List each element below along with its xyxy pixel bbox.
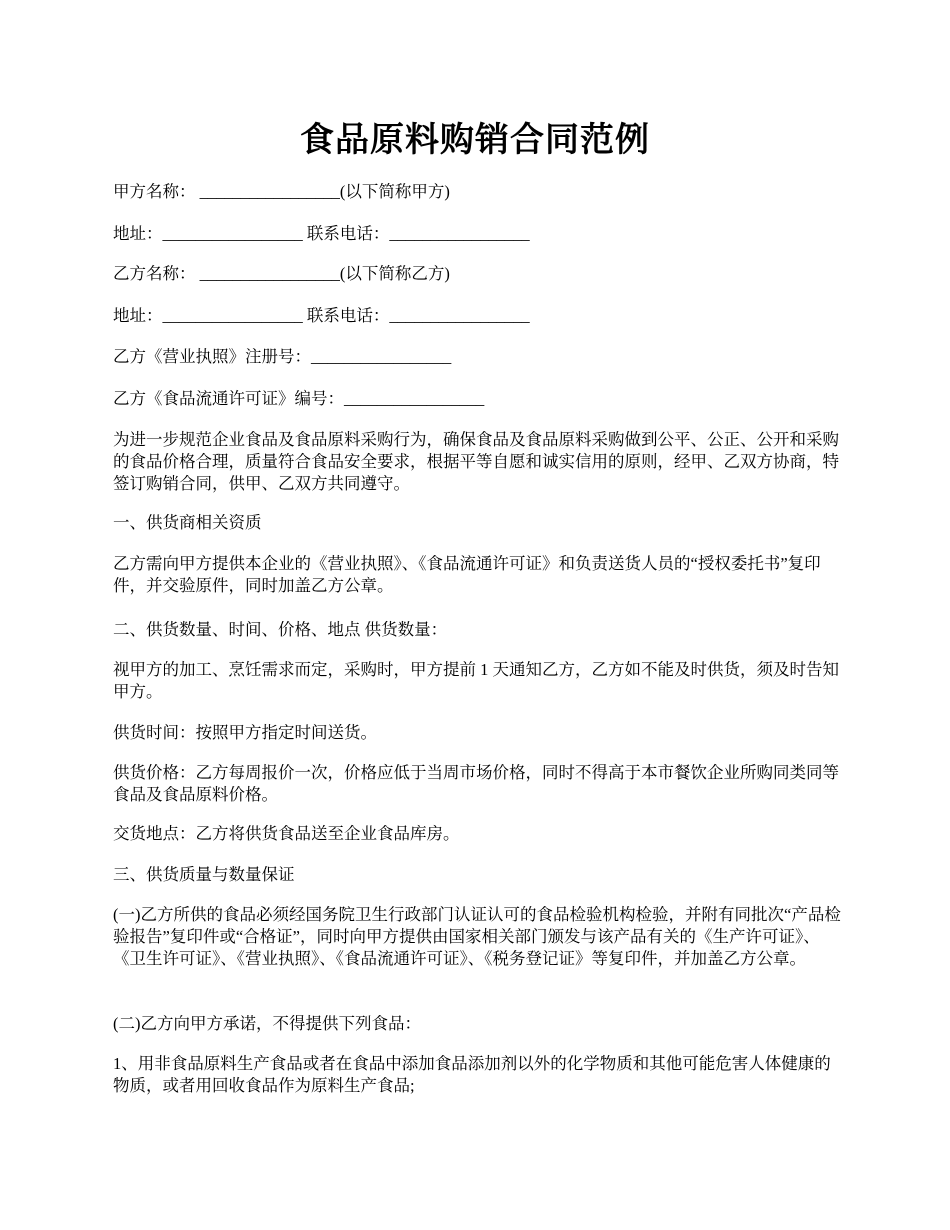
party-b-address-line: 地址：_________________ 联系电话：_________________ (113, 306, 530, 325)
section-heading: 三、供货质量与数量保证 (113, 865, 295, 884)
page-title: 食品原料购销合同范例 (300, 122, 650, 159)
section-heading: 一、供货商相关资质 (113, 513, 262, 532)
body-paragraph: 1、用非食品原料生产食品或者在食品中添加食品添加剂以外的化学物质和其他可能危害人体健康的物质，或者用回收食品作为原料生产食品; (113, 1054, 831, 1095)
section-heading: 二、供货数量、时间、价格、地点 供货数量： (113, 620, 448, 639)
body-paragraph: 视甲方的加工、烹饪需求而定，采购时，甲方提前 1 天通知乙方，乙方如不能及时供货，须及时告知甲方。 (113, 660, 839, 701)
party-b-name-line: 乙方名称： _________________(以下简称乙方) (113, 264, 450, 283)
food-permit-line: 乙方《食品流通许可证》编号：_________________ (113, 389, 485, 408)
body-paragraph: (二)乙方向甲方承诺，不得提供下列食品： (113, 1014, 421, 1033)
business-license-line: 乙方《营业执照》注册号：_________________ (113, 347, 452, 366)
body-paragraph: 供货时间：按照甲方指定时间送货。 (113, 723, 377, 742)
body-paragraph: 供货价格：乙方每周报价一次，价格应低于当周市场价格，同时不得高于本市餐饮企业所购同类同等食品及食品原料价格。 (113, 763, 839, 804)
party-a-name-line: 甲方名称： _________________(以下简称甲方) (113, 182, 450, 201)
party-a-address-line: 地址：_________________ 联系电话：_________________ (113, 224, 530, 243)
body-paragraph: 交货地点：乙方将供货食品送至企业食品库房。 (113, 824, 460, 843)
body-paragraph: 乙方需向甲方提供本企业的《营业执照》、《食品流通许可证》和负责送货人员的“授权委托书”复印件，并交验原件，同时加盖乙方公章。 (113, 554, 821, 595)
body-paragraph: (一)乙方所供的食品必须经国务院卫生行政部门认证认可的食品检验机构检验，并附有同批次“产品检验报告”复印件或“合格证”，同时向甲方提供由国家相关部门颁发与该产品有关的《生产许可证》、《卫生许可证》、《营业执照》、《食品流通许可证》、《税务登记证》等复印件，并加盖乙方公章。 (113, 905, 841, 968)
preamble-paragraph: 为进一步规范企业食品及食品原料采购行为，确保食品及食品原料采购做到公平、公正、公开和采购的食品价格合理，质量符合食品安全要求，根据平等自愿和诚实信用的原则，经甲、乙双方协商，特签订购销合同，供甲、乙双方共同遵守。 (113, 430, 839, 493)
